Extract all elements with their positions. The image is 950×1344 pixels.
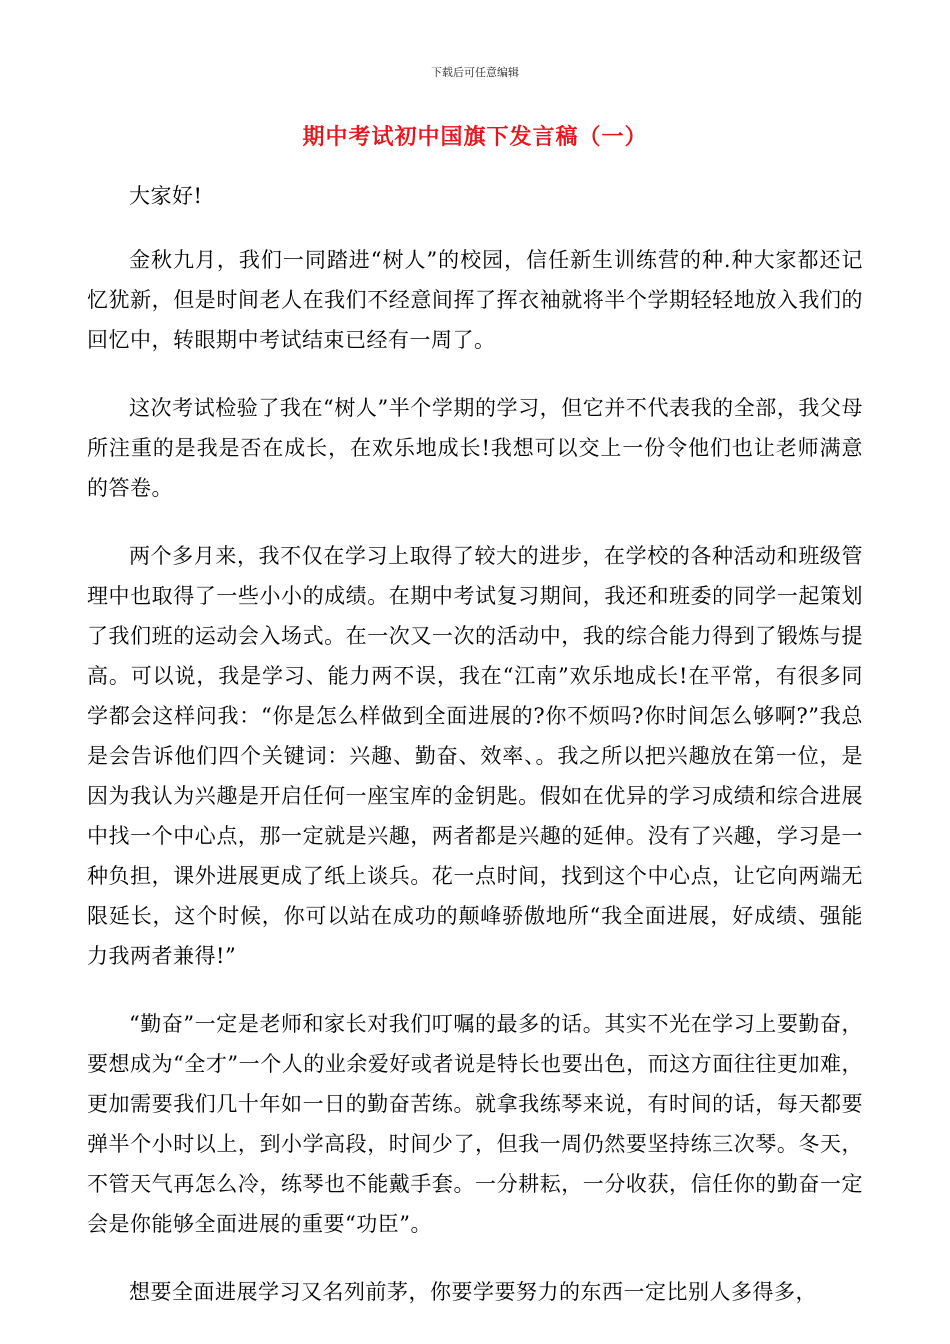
greeting: 大家好! <box>129 184 203 208</box>
paragraph: 两个多月来，我不仅在学习上取得了较大的进步，在学校的各种活动和班级管理中也取得了一些小小的成绩。在期中考试复习期间，我还和班委的同学一起策划了我们班的运动会入场式。在一次又一次的活动中，我的综合能力得到了锻炼与提高。可以说，我是学习、能力两不误，我在“江南”欢乐地成长!在平常，有很多同学都会这样问我：“你是怎么样做到全面进展的?你不烦吗?你时间怎么够啊?”我总是会告诉他们四个关键词：兴趣、勤奋、效率、。我之所以把兴趣放在第一位，是因为我认为兴趣是开启任何一座宝库的金钥匙。假如在优异的学习成绩和综合进展中找一个中心点，那一定就是兴趣，两者都是兴趣的延伸。没有了兴趣，学习是一种负担，课外进展更成了纸上谈兵。花一点时间，找到这个中心点，让它向两端无限延长，这个时候，你可以站在成功的颠峰骄傲地所“我全面进展，好成绩、强能力我两者兼得!” <box>87 544 863 968</box>
paragraph: “勤奋”一定是老师和家长对我们叮嘱的最多的话。其实不光在学习上要勤奋，要想成为“全才”一个人的业余爱好或者说是特长也要出色，而这方面往往更加难，更加需要我们几十年如一日的勤奋苦练。就拿我练琴来说，有时间的话，每天都要弹半个小时以上，到小学高段，时间少了，但我一周仍然要坚持练三次琴。冬天，不管天气再怎么冷，练琴也不能戴手套。一分耕耘，一分收获，信任你的勤奋一定会是你能够全面进展的重要“功臣”。 <box>87 1012 863 1236</box>
paragraph: 想要全面进展学习又名列前茅，你要学要努力的东西一定比别人多得多， <box>129 1280 817 1304</box>
document-title: 期中考试初中国旗下发言稿（一） <box>302 124 648 150</box>
paragraph: 这次考试检验了我在“树人”半个学期的学习，但它并不代表我的全部，我父母所注重的是我是否在成长，在欢乐地成长!我想可以交上一份令他们也让老师满意的答卷。 <box>87 396 863 500</box>
paragraph: 金秋九月，我们一同踏进“树人”的校园，信任新生训练营的种.种大家都还记忆犹新，但是时间老人在我们不经意间挥了挥衣袖就将半个学期轻轻地放入我们的回忆中，转眼期中考试结束已经有一周了。 <box>87 248 863 352</box>
document-body <box>87 176 863 1340</box>
header-note: 下载后可任意编辑 <box>431 66 519 79</box>
